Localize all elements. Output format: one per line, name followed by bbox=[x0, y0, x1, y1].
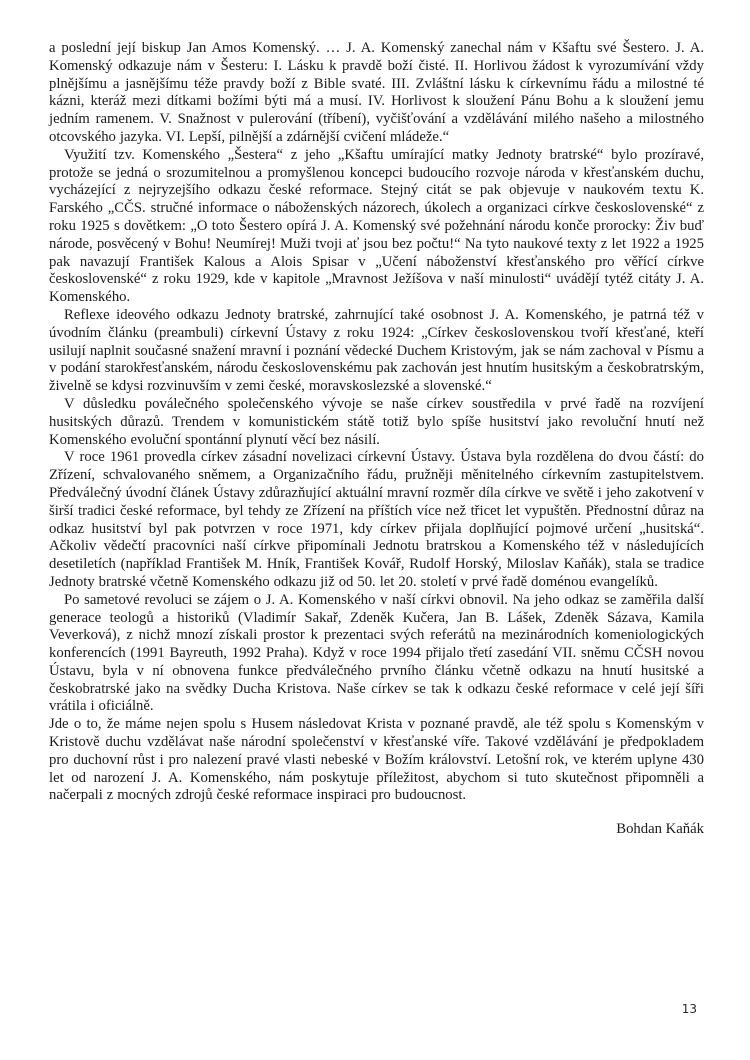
paragraph-sametova: Po sametové revoluci se zájem o J. A. Komenského v naší církvi obnovil. Na jeho odkaz se zaměřila další generace teologů a historiků (Vladimír Sakař, Zdeněk Kučera, Jan B. Lášek, Zdeněk Sázava, Kamila Veverková), z nichž mnozí získali prostor k prezentaci svých referátů na mezinárodních komeniologických konferencích (1991 Bayreuth, 1992 Praha). Když v roce 1994 přijalo třetí zasedání VII. sněmu CČSH novou Ústavu, byla v ní obnovena funkce předválečného prvního článku včetně odkazu na hnutí husitské a českobratrské jako na svědky Ducha Kristova. Naše církev se tak k odkazu české reformace v celé její šíři vrátila i oficiálně. bbox=[49, 591, 704, 715]
paragraph-ustava-1961: V roce 1961 provedla církev zásadní novelizaci církevní Ústavy. Ústava byla rozdělena do dvou částí: do Zřízení, schvalovaného sněmem, a Organizačního řádu, pružněji měnitelného církevním zastupitelstvem. Předválečný úvodní článek Ústavy zdůrazňující aktuální mravní rozměr díla církve ve světě i jeho zakotvení v širší tradici české reformace, byl tehdy ze Zřízení na příštích více než třicet let vypuštěn. Přednostní důraz na odkaz husitství byl pak potvrzen v roce 1971, kdy církev přijala doplňující pojmové určení „husitská“. Ačkoliv vědečtí pracovníci naší církve připomínali Jednotu bratrskou a Komenského též v následujících desetiletích (například František M. Hník, František Kovář, Rudolf Horský, Miloslav Kaňák), stala se tradice Jednoty bratrské včetně Komenského odkazu již od 50. let 20. století v prvé řadě doménou evangelíků. bbox=[49, 449, 704, 590]
paragraph-sestero-use: Využití tzv. Komenského „Šestera“ z jeho „Kšaftu umírající matky Jednoty bratrské“ bylo prozíravé, protože se jedná o srozumitelnou a promyšlenou koncepci budoucího rozvoje národa v křesťanském duchu, vycházející z nejryzejšího odkazu české reformace. Stejný citát se pak objevuje v naukovém textu K. Farského „CČS. stručné informace o náboženských názorech, úkolech a organizaci církve československé“ z roku 1925 s dovětkem: „O toto Šestero opírá J. A. Komenský své požehnání národu konče prorocky: Živ buď národe, posvěcený v Bohu! Neumírej! Muži tvoji ať jsou bez počtu!“ Na tyto naukové texty z let 1922 a 1925 pak navazují František Kalous a Alois Spisar v „Učení náboženství křesťanského pro věřící církve československé“ z roku 1929, kde v kapitole „Mravnost Ježíšova v naší minulosti“ uvádějí tytéž citáty J. A. Komenského. bbox=[49, 146, 704, 306]
paragraph-reflexe: Reflexe ideového odkazu Jednoty bratrské, zahrnující také osobnost J. A. Komenského, je patrná též v úvodním článku (preambuli) církevní Ústavy z roku 1924: „Církev československou tvoří křesťané, kteří usilují naplnit současné snažení mravní i poznání vědecké Duchem Kristovým, jak se nám zachoval v Písmu a v podání starokřesťanském, národu československému pak zachován jest hnutím husitským a českobratrským, živelně se kdysi rozvinuvším v zemi české, moravskoslezské a slovenské.“ bbox=[49, 306, 704, 395]
article-body bbox=[49, 40, 704, 839]
author-signature: Bohdan Kaňák bbox=[616, 821, 704, 838]
page-number: 13 bbox=[681, 1002, 697, 1016]
paragraph-povalecny: V důsledku poválečného společenského vývoje se naše církev soustředila v prvé řadě na rozvíjení husitských důrazů. Trendem v komunistickém státě totiž bylo spíše husitství jako revoluční hnutí než Komenského evoluční spontánní plynutí věcí bez násilí. bbox=[49, 395, 704, 448]
paragraph-continuation: a poslední její biskup Jan Amos Komenský. … J. A. Komenský zanechal nám v Kšaftu své Šestero. J. A. Komenský odkazuje nám v Šesteru: I. Lásku k pravdě boží čisté. II. Horlivou žádost k vyrozumívání vždy plnějšímu a jasnějšímu téže pravdy boží z Bible svaté. III. Zvláštní lásku k církevnímu řádu a milostné té kázni, kteráž mezi dítkami božími býti má a musí. IV. Horlivost k sloužení Pánu Bohu a k sloužení jemu jedním ramenem. V. Snažnost v pulerování (tříbení), vyčišťování a vzdělávání milého našeho a milostného otcovského jazyka. VI. Lepší, pilnější a zdárnější cvičení mládeže.“ bbox=[49, 40, 704, 145]
paragraph-zaver: Jde o to, že máme nejen spolu s Husem následovat Krista v poznané pravdě, ale též spolu s Komenským v Kristově duchu vzdělávat naše národní společenství v křesťanské víře. Takové vzdělávání je předpokladem pro duchovní růst i pro nalezení pravé vlasti nebeské v Božím království. Letošní rok, ve kterém uplyne 430 let od narození J. A. Komenského, nám poskytuje příležitost, abychom si tuto skutečnost připomněli a načerpali z mocných zdrojů české reformace inspiraci pro budoucnost. bbox=[49, 716, 704, 804]
